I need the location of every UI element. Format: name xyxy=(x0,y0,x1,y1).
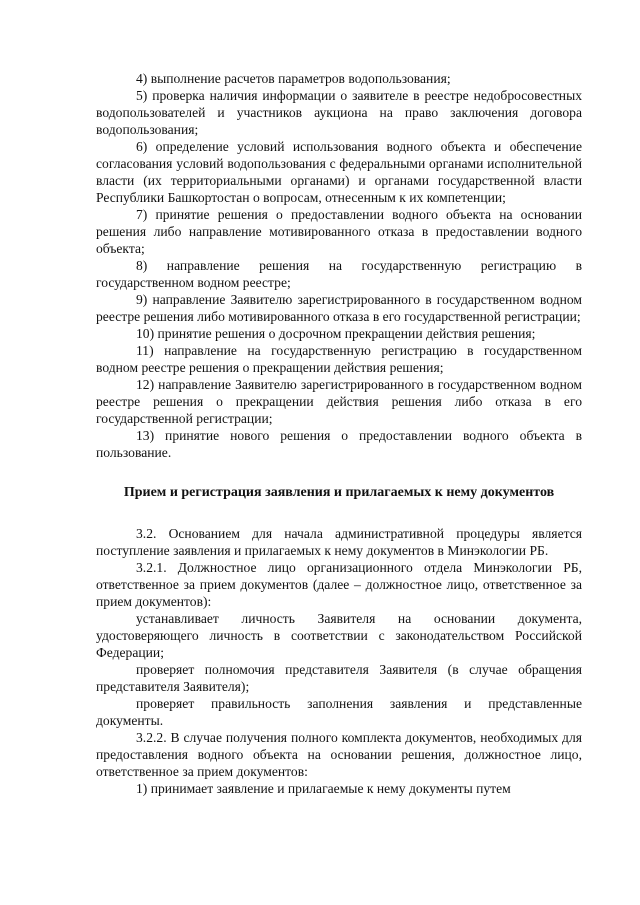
list-item-5: 5) проверка наличия информации о заявителе в реестре недобросовестных водопользователей и участников аукциона на право заключения договора водопользования; xyxy=(96,88,582,137)
list-item-12: 12) направление Заявителю зарегистрированного в государственном водном реестре решения о прекращении действия решения либо отказа в его государственной регистрации; xyxy=(96,377,582,426)
document-body xyxy=(96,70,582,797)
paragraph-authority-check: проверяет полномочия представителя Заявителя (в случае обращения представителя Заявителя); xyxy=(96,662,582,694)
list-item-11: 11) направление на государственную регистрацию в государственном водном реестре решения о прекращении действия решения; xyxy=(96,343,582,375)
list-item-13: 13) принятие нового решения о предоставлении водного объекта в пользование. xyxy=(96,428,582,460)
paragraph-3-2: 3.2. Основанием для начала административной процедуры является поступление заявления и прилагаемых к нему документов в Минэкологии РБ. xyxy=(96,526,582,558)
paragraph-accept-documents: 1) принимает заявление и прилагаемые к нему документы путем xyxy=(136,781,511,796)
paragraph-3-2-1: 3.2.1. Должностное лицо организационного отдела Минэкологии РБ, ответственное за прием документов (далее – должностное лицо, ответственное за прием документов): xyxy=(96,560,582,609)
list-item-10: 10) принятие решения о досрочном прекращении действия решения; xyxy=(136,326,536,341)
paragraph-completeness-check: проверяет правильность заполнения заявления и представленные документы. xyxy=(96,696,582,728)
list-item-4: 4) выполнение расчетов параметров водопользования; xyxy=(136,71,451,86)
section-heading: Прием и регистрация заявления и прилагаемых к нему документов xyxy=(123,485,555,500)
paragraph-3-2-2: 3.2.2. В случае получения полного комплекта документов, необходимых для предоставления водного объекта на основании решения, должностное лицо, ответственное за прием документов: xyxy=(96,730,582,779)
paragraph-identity-check: устанавливает личность Заявителя на основании документа, удостоверяющего личность в соответствии с законодательством Российской Федерации; xyxy=(96,611,582,660)
list-item-9: 9) направление Заявителю зарегистрированного в государственном водном реестре решения либо мотивированного отказа в его государственной регистрации; xyxy=(96,292,582,324)
list-item-6: 6) определение условий использования водного объекта и обеспечение согласования условий водопользования с федеральными органами исполнительной власти (их территориальными органами) и органами государственной власти Республики Башкортостан о вопросам, отнесенным к их компетенции; xyxy=(96,139,582,205)
list-item-8: 8) направление решения на государственную регистрацию в государственном водном реестре; xyxy=(96,258,582,290)
list-item-7: 7) принятие решения о предоставлении водного объекта на основании решения либо направление мотивированного отказа в предоставлении водного объекта; xyxy=(96,207,582,256)
